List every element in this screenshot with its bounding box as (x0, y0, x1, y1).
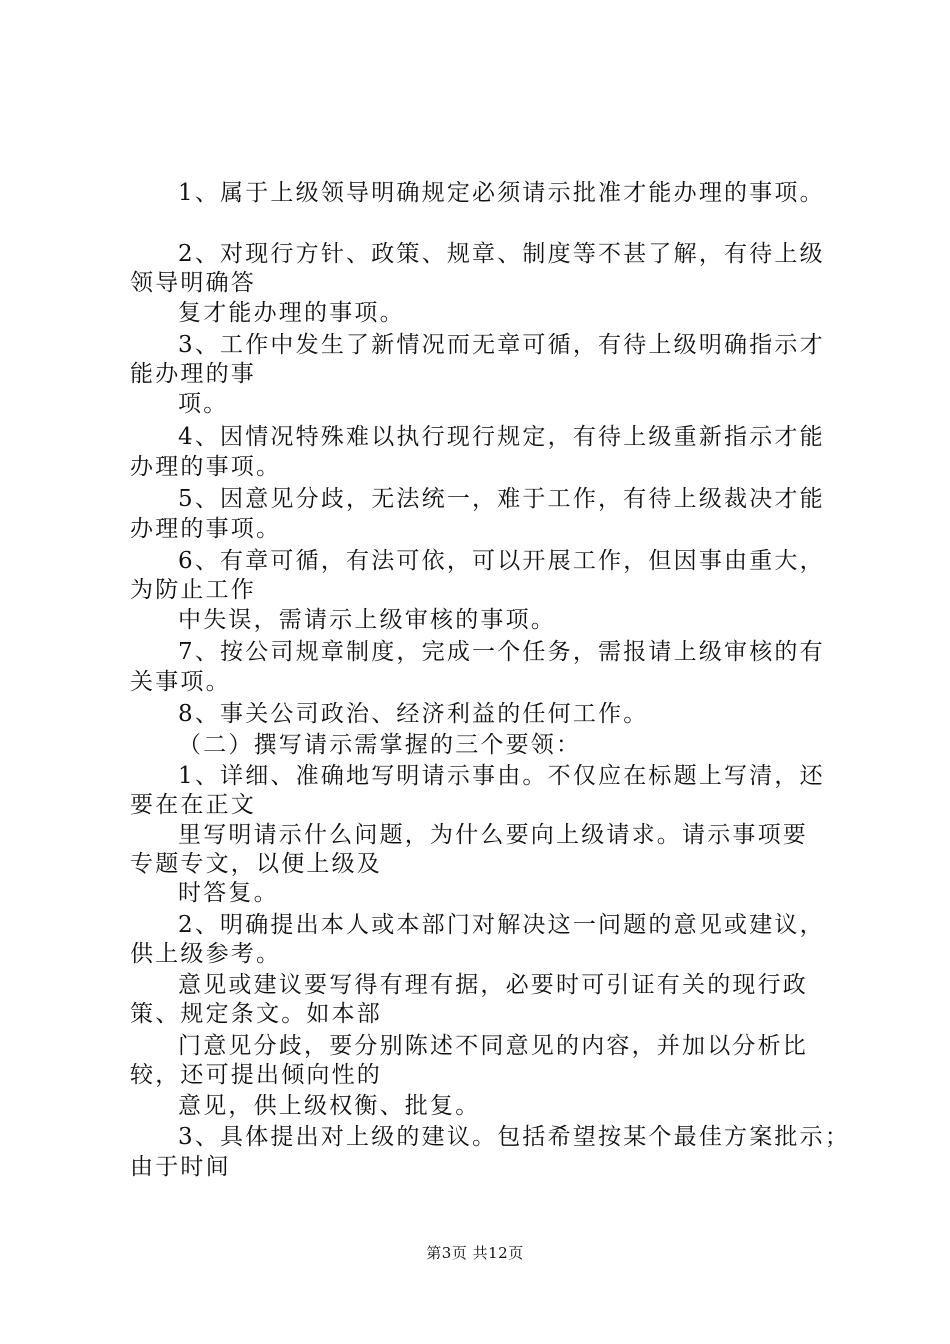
text-line: 项。 (178, 391, 229, 417)
text-line: 门意见分歧，要分别陈述不同意见的内容，并加以分析比 (178, 1033, 808, 1059)
text-line: 1、属于上级领导明确规定必须请示批准才能办理的事项。 (178, 180, 825, 206)
page-footer: 第3页 共12页 (426, 1244, 524, 1262)
text-line: 领导明确答 (130, 270, 256, 296)
text-line: 要在在正文 (130, 792, 256, 818)
text-line: 3、具体提出对上级的建议。包括希望按某个最佳方案批示； (178, 1124, 851, 1150)
text-line: 复才能办理的事项。 (178, 300, 405, 326)
text-line: 3、工作中发生了新情况而无章可循，有待上级明确指示才 (178, 332, 825, 358)
text-line: 里写明请示什么问题，为什么要向上级请求。请示事项要 (178, 822, 808, 848)
section-heading: （二）撰写请示需掌握的三个要领： (178, 732, 582, 758)
text-line: 意见或建议要写得有理有据，必要时可引证有关的现行政 (178, 972, 808, 998)
text-line: 4、因情况特殊难以执行现行规定，有待上级重新指示才能 (178, 424, 825, 450)
text-line: 5、因意见分歧，无法统一，难于工作，有待上级裁决才能 (178, 486, 825, 512)
text-line: 能办理的事 (130, 361, 256, 387)
text-line: 8、事关公司政治、经济利益的任何工作。 (178, 701, 649, 727)
text-line: 意见，供上级权衡、批复。 (178, 1093, 481, 1119)
text-line: 6、有章可循，有法可依，可以开展工作，但因事由重大， (178, 548, 825, 574)
text-line: 策、规定条文。如本部 (130, 1001, 382, 1027)
text-line: 中失误，需请示上级审核的事项。 (178, 607, 556, 633)
text-line: 关事项。 (130, 669, 231, 695)
text-line: 时答复。 (178, 880, 279, 906)
text-line: 由于时间 (130, 1154, 231, 1180)
text-line: 2、明确提出本人或本部门对解决这一问题的意见或建议， (178, 912, 825, 938)
text-line: 办理的事项。 (130, 516, 282, 542)
text-line: 1、详细、准确地写明请示事由。不仅应在标题上写清，还 (178, 763, 825, 789)
text-line: 办理的事项。 (130, 454, 282, 480)
text-line: 专题专文，以便上级及 (130, 851, 382, 877)
text-line: 7、按公司规章制度，完成一个任务，需报请上级审核的有 (178, 639, 825, 665)
text-line: 为防止工作 (130, 577, 256, 603)
text-line: 供上级参考。 (130, 941, 282, 967)
text-line: 2、对现行方针、政策、规章、制度等不甚了解，有待上级 (178, 241, 825, 267)
text-line: 较，还可提出倾向性的 (130, 1062, 382, 1088)
